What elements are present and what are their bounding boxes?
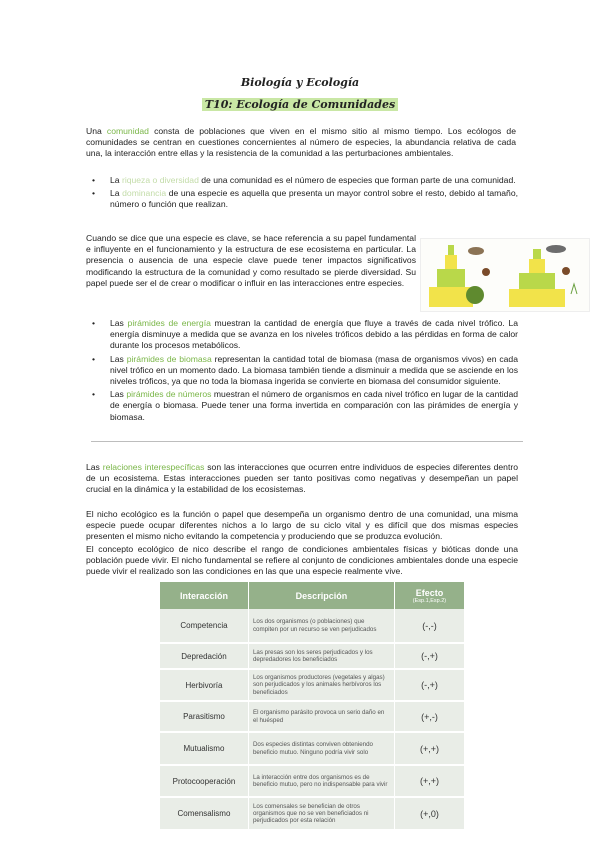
trophic-pyramids-image bbox=[420, 238, 590, 312]
table-row: Depredación Las presas son los seres perjudicados y los depredadores los beneficiados (-,+) bbox=[160, 643, 465, 669]
header-descripcion: Descripción bbox=[248, 582, 394, 609]
section-divider bbox=[91, 441, 523, 442]
pyramids-list bbox=[86, 318, 518, 425]
header-interaccion: Interacción bbox=[160, 582, 248, 609]
term-biomasa: pirámides de biomasa bbox=[126, 353, 212, 364]
niche-paragraph-2: El concepto ecológico de nico describe el rango de condiciones ambientales físicas y bióticas donde una población puede vivir. El nicho fundamental se refiere al conjunto de condiciones ambientales donde una especie puede vivir el realizado son las condiciones en las que una especie realmente vive. bbox=[86, 544, 518, 577]
subject-title: Biología y Ecología bbox=[240, 76, 360, 89]
intro-text-1: Una bbox=[86, 126, 107, 136]
keystone-paragraph: Cuando se dice que una especie es clave, se hace referencia a su papel fundamental e influyente en el funcionamiento y la estructura de ese ecosistema en particular. La presencia o ausencia de una especie clave puede tener impactos significativos modificando la estructura de la comunidad y como resultado se pierde diversidad. Su papel puede ser el de crear o modificar o influir en las interacciones entre especies. bbox=[86, 233, 416, 288]
term-relaciones: relaciones interespecíficas bbox=[102, 462, 205, 472]
list-item: • Las pirámides de biomasa representan la cantidad total de biomasa (masa de organismos vivos) en cada nivel trófico en un momento dado. La biomasa también tiende a disminuir a medida que se asciende en los niveles tróficos, ya que no toda la biomasa ingerida se convierte en biomasa del consumidor siguiente. bbox=[86, 354, 518, 388]
interactions-table bbox=[160, 582, 465, 831]
topic-highlight: T10: Ecología de Comunidades bbox=[202, 98, 398, 111]
pyramids-illustration bbox=[421, 239, 589, 311]
intro-term: comunidad bbox=[106, 126, 149, 136]
term-dominancia: dominancia bbox=[122, 188, 167, 199]
niche-paragraph-1: El nicho ecológico es la función o papel que desempeña un organismo dentro de una comunidad, una misma especie puede ocupar diferentes nichos a lo largo de su ciclo vital y es difícil que dos mismas especies presenten el mismo nicho evitando la competencia y produciendo que se produzca evolución. bbox=[86, 509, 518, 542]
diversity-list bbox=[86, 175, 518, 213]
list-item: • La dominancia de una especie es aquella que presenta un mayor control sobre el resto, debido al tamaño, número o función que realizan. bbox=[86, 188, 518, 210]
term-riqueza: riqueza o diversidad bbox=[121, 175, 199, 185]
table-row: Mutualismo Dos especies distintas conviven obteniendo beneficio mutuo. Ninguno podría vivir solo (+,+) bbox=[160, 732, 465, 765]
table-row: Competencia Los dos organismos (o poblaciones) que compiten por un recurso se ven perjudicados (-,-) bbox=[160, 609, 465, 643]
list-item: • Las pirámides de energía muestran la cantidad de energía que fluye a través de cada nivel trófico. La energía disminuye a medida que se avanza en los niveles tróficos debido a las pérdidas en forma de calor durante los procesos metabólicos. bbox=[86, 318, 518, 352]
term-energia: pirámides de energía bbox=[127, 318, 211, 328]
table-row: Parasitismo El organismo parásito provoca un serio daño en el huésped (+,-) bbox=[160, 701, 465, 732]
table-row: Comensalismo Los comensales se benefician de otros organismos que no se ven beneficiados ni perjudicados por esta relación (+,0) bbox=[160, 797, 465, 830]
intro-paragraph bbox=[86, 126, 516, 160]
intro-text-2: consta de poblaciones que viven en el mismo sitio al mismo tiempo. Los ecólogos de comunidades se centran en cuestiones concernientes al número de especies, la abundancia relativa de cada una, la interacción entre ellas y la resistencia de la comunidad a las perturbaciones ambientales. bbox=[86, 126, 516, 159]
relations-paragraph: Las relaciones interespecíficas son las interacciones que ocurren entre individuos de especies diferentes dentro de un ecosistema. Estas interacciones pueden ser tanto positivas como negativas y desempeñan un papel crucial en la dinámica y la estabilidad de los ecosistemas. bbox=[86, 462, 518, 495]
list-item: • La riqueza o diversidad de una comunidad es el número de especies que forman parte de una comunidad. bbox=[86, 175, 518, 186]
list-item: • Las pirámides de números muestran el número de organismos en cada nivel trófico en lugar de la cantidad de energía o biomasa. Puede tener una forma invertida en comparación con las pirámides de energía y biomasa. bbox=[86, 389, 518, 423]
term-numeros: pirámides de números bbox=[126, 389, 212, 400]
table-row: Protocooperación La interacción entre dos organismos es de beneficio mutuo, pero no indispensable para vivir (+,+) bbox=[160, 765, 465, 797]
table-row: Herbivoría Los organismos productores (vegetales y algas) son perjudicados y los animales herbívoros los beneficiados (-,+) bbox=[160, 669, 465, 701]
topic-title bbox=[0, 95, 600, 113]
header-efecto: Efecto (Esp.1,Esp.2) bbox=[394, 582, 464, 609]
